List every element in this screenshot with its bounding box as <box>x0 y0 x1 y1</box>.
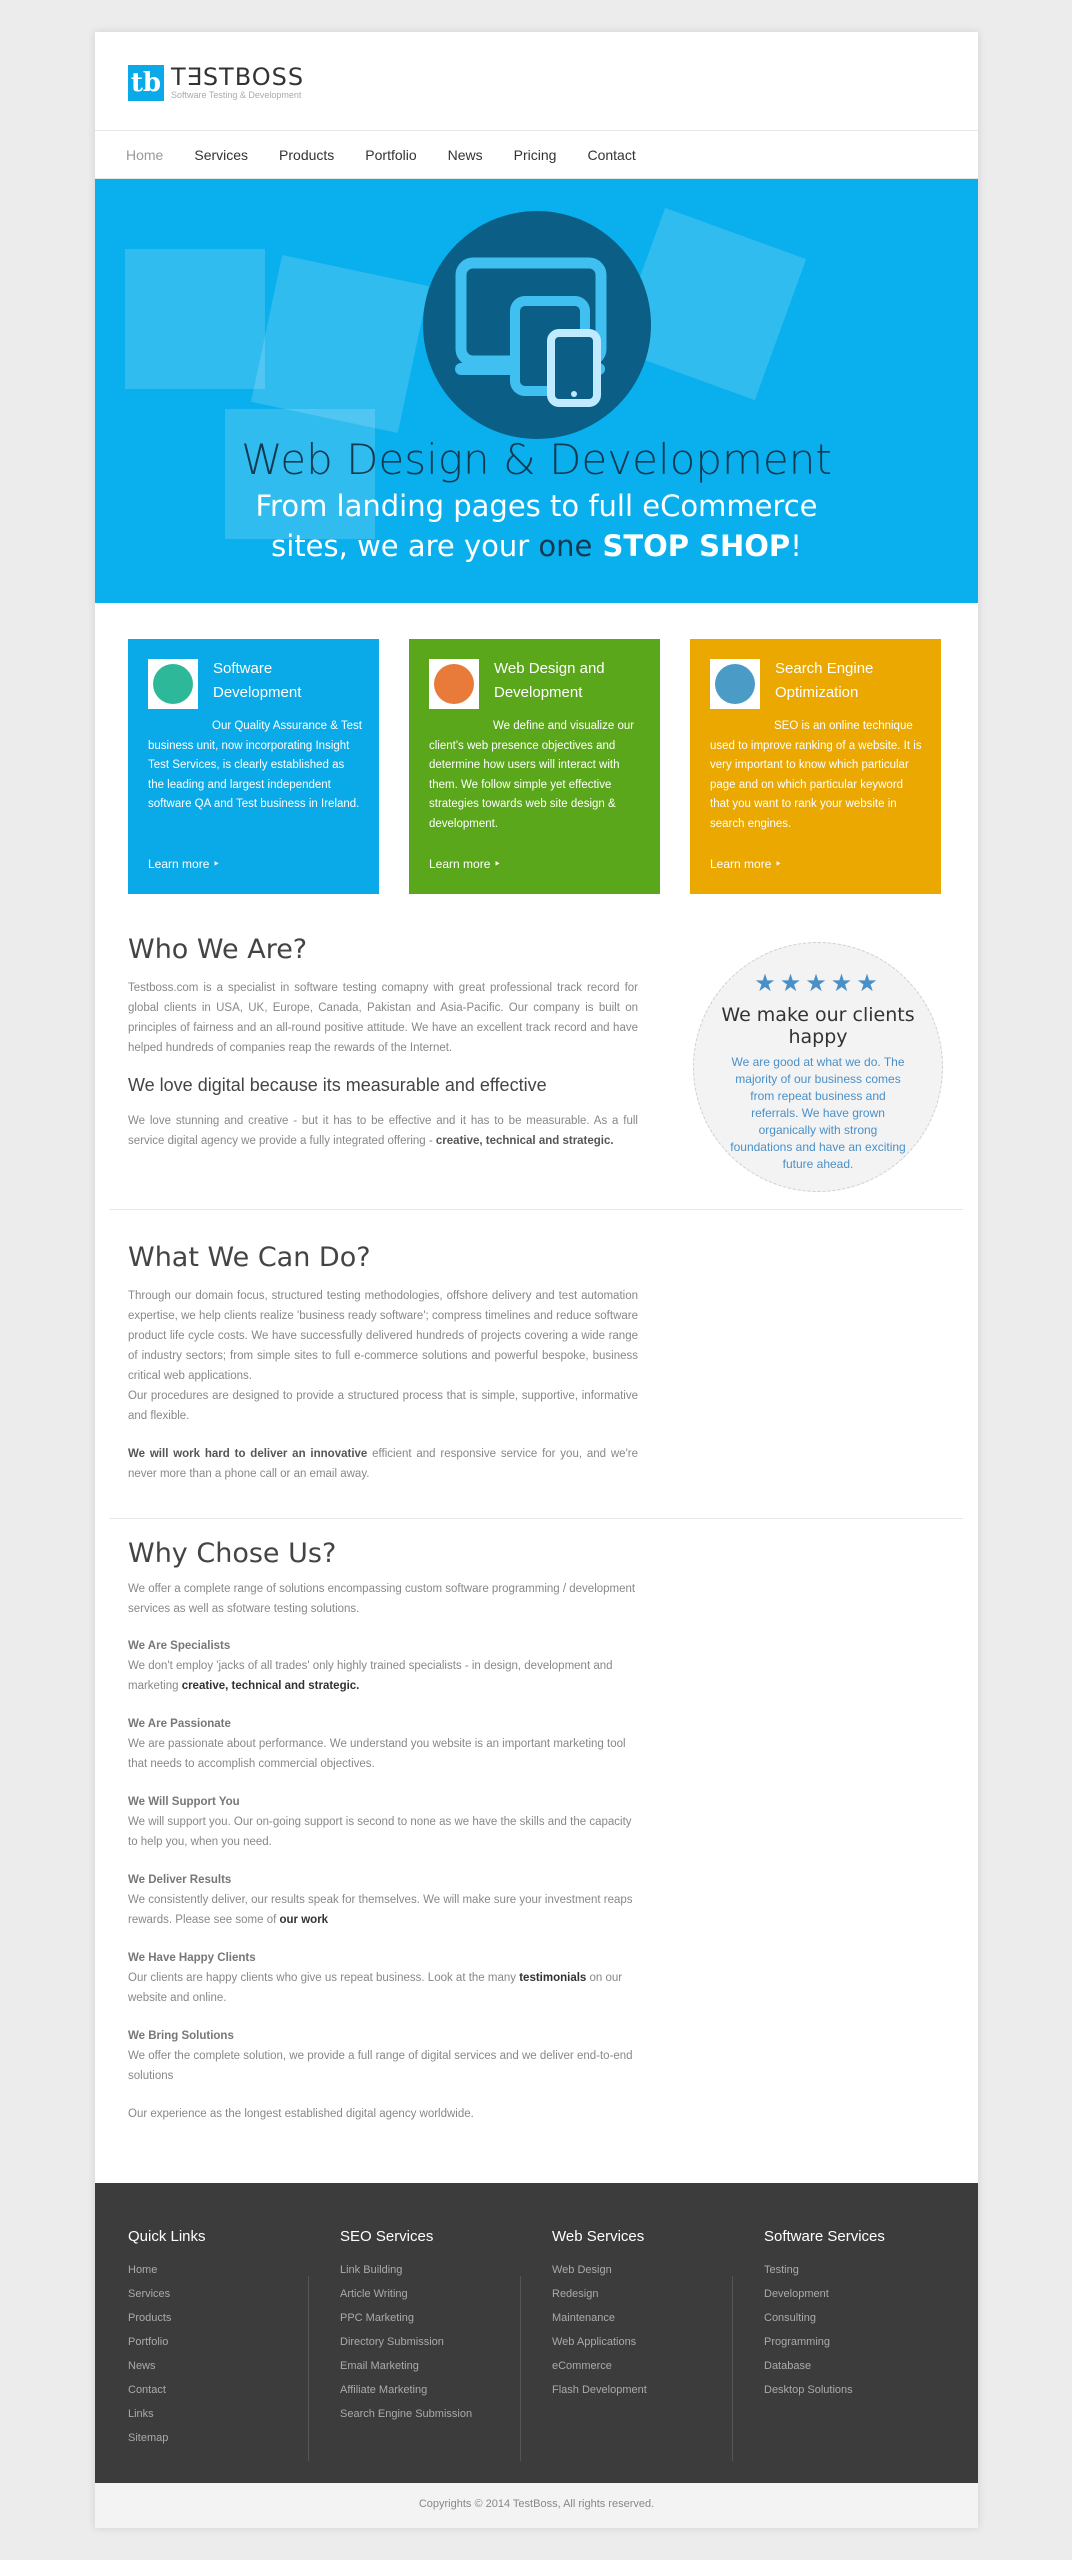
footer-link[interactable]: Sitemap <box>128 2432 169 2444</box>
hero-title: Web Design & Development <box>241 435 832 484</box>
badge-text: We are good at what we do. The majority of our business comes from repeat business and referrals. We have grown organically with strong foundations and have an exciting future ahead. <box>730 1055 906 1171</box>
feature-boxes <box>128 639 945 894</box>
hero-decor <box>125 249 265 389</box>
logo-tagline: Software Testing & Development <box>171 90 302 100</box>
nav-pricing[interactable]: Pricing <box>513 146 557 163</box>
footer-link[interactable]: Consulting <box>764 2312 816 2324</box>
feature-text: SEO is an online technique used to improve ranking of a website. It is very important to know which particular page and on which particular keyword that you want to rank your website in search engines. <box>710 720 922 830</box>
nav-services[interactable]: Services <box>194 146 249 163</box>
footer-link[interactable]: Link Building <box>340 2264 403 2276</box>
hero-banner <box>95 179 978 603</box>
nav-home[interactable]: Home <box>126 146 164 163</box>
hero-subtitle-line2: sites, we are your one STOP SHOP! <box>271 529 802 563</box>
footer-link[interactable]: Directory Submission <box>340 2336 444 2348</box>
nav-contact[interactable]: Contact <box>587 146 636 163</box>
why-item: We Will Support You We will support you. Our on-going support is second to none as we have the skills and the capacity to help you, when you need. <box>128 1796 632 1848</box>
footer-col-seo-services: SEO Services Link Building Article Writing PPC Marketing Directory Submission Email Marketing Affiliate Marketing Search Engine Submission <box>340 2228 540 2426</box>
what-p2: Our procedures are designed to provide a structured process that is simple, supportive, informative and flexible. <box>128 1390 638 1422</box>
hero-subtitle <box>95 486 978 566</box>
feature-seo <box>690 639 941 894</box>
footer-link[interactable]: News <box>128 2360 156 2372</box>
feature-title: Web Design and Development <box>494 660 605 701</box>
why-item: We Deliver Results We consistently deliver, our results speak for themselves. We will make sure your investment reaps rewards. Please see some of our work <box>128 1874 633 1926</box>
nav-news[interactable]: News <box>447 146 483 163</box>
learn-more-link[interactable]: Learn more ‣ <box>710 857 782 871</box>
why-item: We Are Passionate We are passionate about performance. We understand you website is an important marketing tool that needs to accomplish commercial objectives. <box>128 1718 626 1770</box>
footer-link[interactable]: PPC Marketing <box>340 2312 414 2324</box>
footer-link[interactable]: Flash Development <box>552 2384 647 2396</box>
nav-portfolio[interactable]: Portfolio <box>365 146 417 163</box>
what-p3: We will work hard to deliver an innovative efficient and responsive service for you, and we're never more than a phone call or an email away. <box>128 1448 638 1480</box>
page <box>95 32 978 2528</box>
footer-link[interactable]: Testing <box>764 2264 799 2276</box>
feature-title: Software Development <box>213 660 302 701</box>
rating-stars-icon: ★★★★★ <box>754 970 882 997</box>
why-item: We Bring Solutions We offer the complete solution, we provide a full range of digital services and we deliver end-to-end solutions <box>128 2030 633 2082</box>
footer-divider <box>308 2276 309 2461</box>
footer-link[interactable]: Programming <box>764 2336 831 2348</box>
logo-name: T∃STBOSS <box>171 63 305 91</box>
monitor-icon <box>153 664 193 704</box>
footer-col-quick-links: Quick Links Home Services Products Portfolio News Contact Links Sitemap <box>128 2228 328 2450</box>
footer-link[interactable]: Products <box>128 2312 172 2324</box>
devices-icon <box>423 211 651 439</box>
feature-web-design <box>409 639 660 894</box>
hero-decor <box>251 255 429 433</box>
feature-text: We define and visualize our client's web presence objectives and determine how users will interact with them. We follow simple yet effective strategies towards web site design & development. <box>429 720 635 830</box>
divider <box>110 1518 963 1519</box>
hero-subtitle-line1: From landing pages to full eCommerce <box>255 489 818 523</box>
who-heading: Who We Are? <box>128 934 308 965</box>
who-text: Testboss.com is a specialist in software testing comapny with great professional track record for global clients in USA, UK, Europe, Canada, Pakistan and Asia-Pacific. Our company is built on principles of fairness and an all-round positive attitude. We have an excellent track record and have helped hundreds of companies reap the rewards of the Internet. <box>128 982 638 1054</box>
footer-link[interactable]: Contact <box>128 2384 166 2396</box>
footer-link[interactable]: Redesign <box>552 2288 599 2300</box>
footer-col-web-services: Web Services Web Design Redesign Maintenance Web Applications eCommerce Flash Development <box>552 2228 752 2402</box>
learn-more-link[interactable]: Learn more ‣ <box>429 857 501 871</box>
what-heading: What We Can Do? <box>128 1242 371 1273</box>
footer-link[interactable]: Development <box>764 2288 829 2300</box>
happy-clients-badge <box>693 942 943 1192</box>
footer <box>95 2183 978 2483</box>
header <box>95 32 978 130</box>
footer-link[interactable]: Portfolio <box>128 2336 169 2348</box>
footer-link[interactable]: Maintenance <box>552 2312 615 2324</box>
who-subheading: We love digital because its measurable and effective <box>128 1075 547 1095</box>
footer-link[interactable]: Affiliate Marketing <box>340 2384 428 2396</box>
footer-link[interactable]: Web Applications <box>552 2336 637 2348</box>
feature-software-development <box>128 639 379 894</box>
footer-link[interactable]: Desktop Solutions <box>764 2384 853 2396</box>
who-text2: We love stunning and creative - but it has to be effective and it has to be measurable. As a full service digital agency we provide a fully integrated offering - creative, technical and strategic. <box>128 1115 638 1147</box>
nav-products[interactable]: Products <box>279 146 335 163</box>
why-outro: Our experience as the longest established digital agency worldwide. <box>128 2108 474 2120</box>
chart-icon <box>715 664 755 704</box>
what-p1: Through our domain focus, structured testing methodologies, offshore delivery and test automation expertise, we help clients realize 'business ready software'; compress timelines and reduce software product life cycle costs. We have successfully delivered hundreds of projects covering a wide range of industry sectors; from simple sites to full e-commerce solutions and powerful bespoke, business critical web applications. <box>128 1290 638 1382</box>
footer-link[interactable]: Email Marketing <box>340 2360 419 2372</box>
footer-link[interactable]: Services <box>128 2288 171 2300</box>
divider <box>110 1209 963 1210</box>
logo-mark-icon: tb <box>128 65 164 101</box>
main-nav <box>95 130 978 179</box>
footer-link[interactable]: Article Writing <box>340 2288 408 2300</box>
footer-link[interactable]: Search Engine Submission <box>340 2408 473 2420</box>
feature-title: Search Engine Optimization <box>775 660 874 701</box>
feature-text: Our Quality Assurance & Test business unit, now incorporating Insight Test Services, is clearly established as the leading and largest independent software QA and Test business in Ireland. <box>148 720 362 810</box>
footer-link[interactable]: eCommerce <box>552 2360 612 2372</box>
footer-divider <box>732 2276 733 2461</box>
browser-icon <box>434 664 474 704</box>
footer-link[interactable]: Database <box>764 2360 812 2372</box>
learn-more-link[interactable]: Learn more ‣ <box>148 857 220 871</box>
footer-link[interactable]: Links <box>128 2408 154 2420</box>
badge-title: We make our clients happy <box>721 1004 915 1048</box>
logo[interactable] <box>128 65 304 101</box>
footer-link[interactable]: Web Design <box>552 2264 612 2276</box>
why-intro: We offer a complete range of solutions encompassing custom software programming / development services as well as sfotware testing solutions. <box>128 1583 636 1615</box>
why-item: We Have Happy Clients Our clients are happy clients who give us repeat business. Look at the many testimonials on our website and online. <box>128 1952 623 2004</box>
why-heading: Why Chose Us? <box>128 1538 337 1569</box>
footer-col-software-services: Software Services Testing Development Consulting Programming Database Desktop Solutions <box>764 2228 964 2402</box>
footer-link[interactable]: Home <box>128 2264 158 2276</box>
footer-divider <box>520 2276 521 2461</box>
copyright: Copyrights © 2014 TestBoss, All rights reserved. <box>95 2483 978 2528</box>
why-item: We Are Specialists We don't employ 'jacks of all trades' only highly trained specialists - in design, development and marketing creative, technical and strategic. <box>128 1640 613 1692</box>
